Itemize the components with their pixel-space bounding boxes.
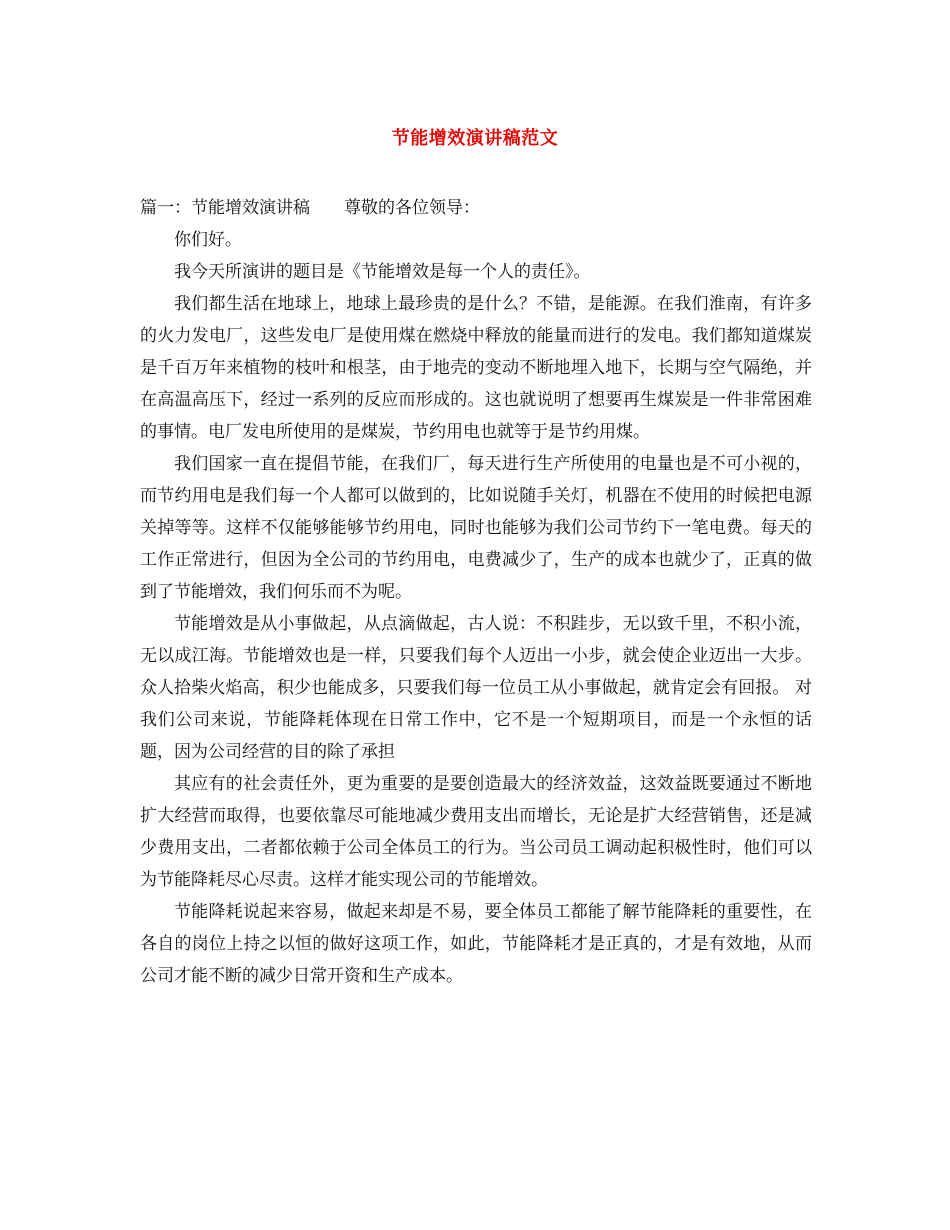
document-title: 节能增效演讲稿范文 (391, 128, 559, 149)
paragraph-conclusion: 节能降耗说起来容易，做起来却是不易，要全体员工都能了解节能降耗的重要性，在各自的岗位上持之以恒的做好这项工作，如此，节能降耗才是正真的，才是有效地，从而公司才能不断的减少日常开资和生产成本。 (140, 902, 812, 986)
paragraph-responsibility: 其应有的社会责任外，更为重要的是要创造最大的经济效益，这效益既要通过不断地扩大经营而取得，也要依靠尽可能地减少费用支出而增长，无论是扩大经营销售，还是减少费用支出，二者都依赖于公司全体员工的行为。当公司员工调动起积极性时，他们可以为节能降耗尽心尽责。这样才能实现公司的节能增效。 (140, 774, 812, 890)
paragraph-small-steps: 节能增效是从小事做起，从点滴做起，古人说：不积跬步，无以致千里，不积小流，无以成江海。节能增效也是一样，只要我们每个人迈出一小步，就会使企业迈出一大步。众人拾柴火焰高，积少也能成多，只要我们每一位员工从小事做起，就肯定会有回报。 对我们公司来说，节能降耗体现在日常工作中，它不是一个短期项目，而是一个永恒的话题，因为公司经营的目的除了承担 (140, 614, 812, 762)
section-heading: 篇一：节能增效演讲稿 尊敬的各位领导： (140, 198, 480, 218)
paragraph-energy: 我们都生活在地球上，地球上最珍贵的是什么？不错，是能源。在我们淮南，有许多的火力发电厂，这些发电厂是使用煤在燃烧中释放的能量而进行的发电。我们都知道煤炭是千百万年来植物的枝叶和根茎，由于地壳的变动不断地埋入地下，长期与空气隔绝，并在高温高压下，经过一系列的反应而形成的。这也就说明了想要再生煤炭是一件非常困难的事情。电厂发电所使用的是煤炭，节约用电也就等于是节约用煤。 (140, 294, 812, 442)
document-body (140, 192, 812, 992)
paragraph-topic: 我今天所演讲的题目是《节能增效是每一个人的责任》。 (174, 262, 591, 282)
paragraph-saving-power: 我们国家一直在提倡节能，在我们厂，每天进行生产所使用的电量也是不可小视的，而节约用电是我们每一个人都可以做到的，比如说随手关灯，机器在不使用的时候把电源关掉等等。这样不仅能够能够节约用电，同时也能够为我们公司节约下一笔电费。每天的工作正常进行，但因为全公司的节约用电，电费减少了，生产的成本也就少了，正真的做到了节能增效，我们何乐而不为呢。 (140, 454, 812, 602)
paragraph-greeting: 你们好。 (174, 230, 242, 250)
